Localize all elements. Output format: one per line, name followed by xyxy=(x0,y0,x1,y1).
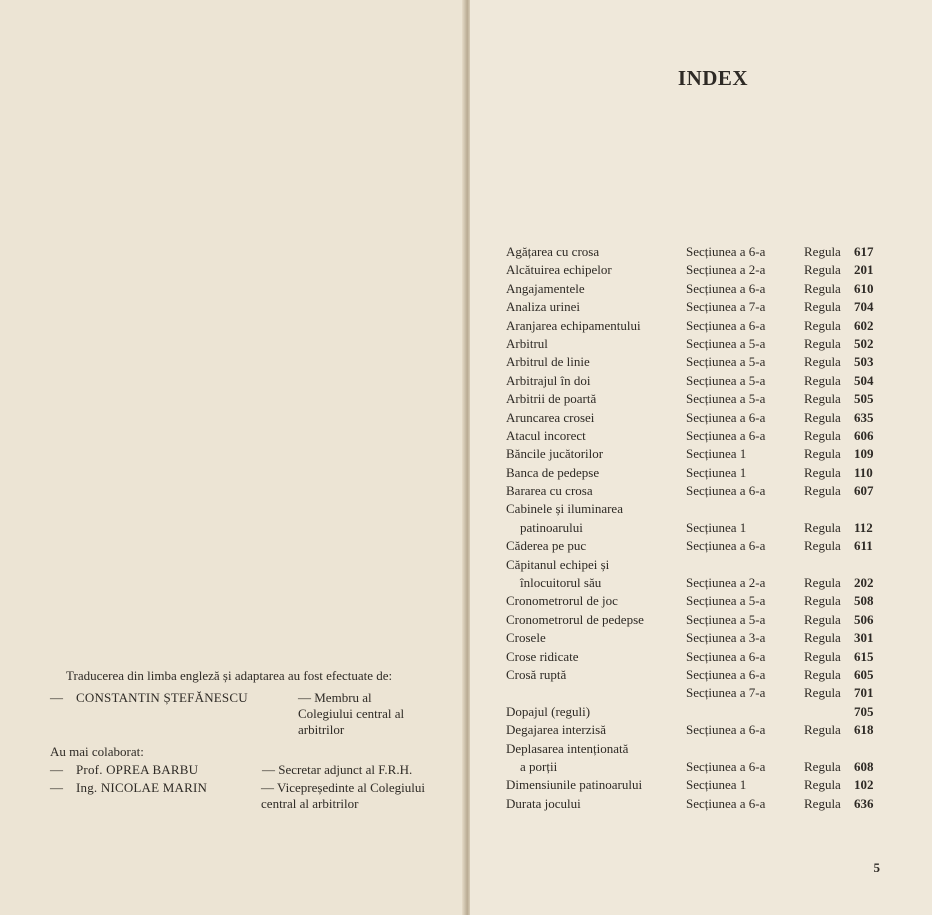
index-section: Secțiunea a 6-a xyxy=(686,722,766,738)
index-entry xyxy=(506,298,926,316)
index-title: INDEX xyxy=(677,66,749,90)
index-term xyxy=(506,648,686,666)
index-rule-number: 102 xyxy=(854,777,874,793)
index-rule-number: 605 xyxy=(854,666,874,682)
index-section: Secțiunea a 2-a xyxy=(686,262,766,278)
index-section: Secțiunea a 6-a xyxy=(686,409,766,425)
index-term-line: Arbitrul de linie xyxy=(506,354,590,370)
credit-role: — Membru al Colegiului central al arbitrilor xyxy=(298,690,405,737)
index-entry xyxy=(506,409,926,427)
index-term-line: Angajamentele xyxy=(506,280,585,296)
index-rule-label: Regula xyxy=(804,244,841,259)
index-term xyxy=(506,666,686,684)
index-entry xyxy=(506,629,926,647)
index-section: Secțiunea a 7-a xyxy=(686,685,766,701)
index-rule-number: 610 xyxy=(854,280,874,296)
index-term xyxy=(506,703,686,721)
index-term xyxy=(506,317,686,335)
index-term xyxy=(506,592,686,610)
index-section: Secțiunea a 6-a xyxy=(686,538,766,554)
index-rule-number: 109 xyxy=(854,446,874,462)
index-term-line: Căpitanul echipei și xyxy=(506,556,610,572)
index-section: Secțiunea 1 xyxy=(686,777,747,793)
index-rule-label: Regula xyxy=(804,299,841,315)
credit-role: — Secretar adjunct al F.R.H. xyxy=(262,762,413,777)
index-section: Secțiunea a 7-a xyxy=(686,299,766,315)
index-section: Secțiunea a 5-a xyxy=(686,611,766,627)
index-entry xyxy=(506,243,926,261)
index-term-line: Deplasarea intenționată xyxy=(506,740,629,756)
index-entry xyxy=(506,353,926,371)
index-rule-label: Regula xyxy=(804,262,841,278)
index-term-line: patinoarului xyxy=(520,519,583,535)
credit-role: — Vicepreședinte al Colegiului central al arbitrilor xyxy=(261,780,425,811)
index-section: Secțiunea a 5-a xyxy=(686,354,766,370)
index-rule-label: Regula xyxy=(804,409,841,425)
index-entry xyxy=(506,740,926,777)
index-section: Secțiunea a 6-a xyxy=(686,427,766,443)
index-rule-number: 301 xyxy=(854,630,874,646)
index-rule-number: 611 xyxy=(854,538,873,554)
index-rule-number: 615 xyxy=(854,648,874,664)
index-rule-label: Regula xyxy=(804,335,841,351)
index-term-line: Băncile jucătorilor xyxy=(506,446,604,462)
index-rule-number: 201 xyxy=(854,262,874,278)
collab-label: Au mai colaborat: xyxy=(50,744,144,759)
index-rule-label: Regula xyxy=(804,795,841,811)
index-term xyxy=(506,482,686,500)
index-term-line: Căderea pe puc xyxy=(506,538,587,554)
index-section: Secțiunea a 6-a xyxy=(686,795,766,811)
index-entry xyxy=(506,795,926,813)
credits-intro: Traducerea din limba engleză și adaptarea au fost efectuate de: xyxy=(66,668,393,683)
index-entry xyxy=(506,280,926,298)
index-rule-label: Regula xyxy=(804,758,841,774)
index-rule-number: 617 xyxy=(854,244,874,259)
index-rule-label: Regula xyxy=(804,483,841,499)
index-rule-number: 504 xyxy=(854,372,874,388)
index-entry xyxy=(506,445,926,463)
index-entry xyxy=(506,335,926,353)
index-term-line: Crose ridicate xyxy=(506,648,579,664)
index-rule-label: Regula xyxy=(804,427,841,443)
index-section: Secțiunea a 6-a xyxy=(686,648,766,664)
credit-dash: — xyxy=(50,690,63,705)
index-rule-label: Regula xyxy=(804,280,841,296)
index-term xyxy=(506,427,686,445)
index-term-line: Durata jocului xyxy=(506,795,581,811)
index-term xyxy=(506,629,686,647)
index-term-line: Aruncarea crosei xyxy=(506,409,595,425)
index-term xyxy=(506,740,686,777)
index-term-line: Cronometrorul de pedepse xyxy=(506,611,644,627)
index-term xyxy=(506,372,686,390)
index-rule-number: 505 xyxy=(854,391,874,407)
index-section: Secțiunea 1 xyxy=(686,446,747,462)
index-term-line: Analiza urinei xyxy=(506,299,580,315)
index-term xyxy=(506,500,686,537)
index-section: Secțiunea a 6-a xyxy=(686,483,766,499)
index-section: Secțiunea a 6-a xyxy=(686,758,766,774)
index-term xyxy=(506,776,686,794)
index-section: Secțiunea 1 xyxy=(686,464,747,480)
page-number: 5 xyxy=(873,860,880,875)
index-rule-number: 502 xyxy=(854,335,874,351)
index-term xyxy=(506,335,686,353)
index-rule-label: Regula xyxy=(804,611,841,627)
index-term xyxy=(506,353,686,371)
index-rule-number: 606 xyxy=(854,427,874,443)
index-rule-label: Regula xyxy=(804,446,841,462)
index-section: Secțiunea a 3-a xyxy=(686,630,766,646)
index-rule-number: 110 xyxy=(854,464,873,480)
index-rule-label: Regula xyxy=(804,666,841,682)
right-page xyxy=(470,0,932,915)
index-term xyxy=(506,721,686,739)
index-term xyxy=(506,409,686,427)
index-section: Secțiunea a 2-a xyxy=(686,575,766,591)
index-term xyxy=(506,537,686,555)
index-term-line: Banca de pedepse xyxy=(506,464,600,480)
credits-block xyxy=(50,668,450,812)
index-term-line: Degajarea interzisă xyxy=(506,722,606,738)
index-term-line: Bararea cu crosa xyxy=(506,483,593,499)
index-entry xyxy=(506,684,926,721)
index-term-line: Dopajul (reguli) xyxy=(506,703,591,719)
index-rule-label: Regula xyxy=(804,575,841,591)
index-rule-label: Regula xyxy=(804,593,841,609)
index-rule-number: 202 xyxy=(854,575,874,591)
index-entry xyxy=(506,666,926,684)
index-rule-number: 636 xyxy=(854,795,874,811)
credit-name: Prof. OPREA BARBU xyxy=(76,762,199,777)
index-term xyxy=(506,445,686,463)
index-entry xyxy=(506,500,926,537)
index-rule-label: Regula xyxy=(804,317,841,333)
index-rule-number: 602 xyxy=(854,317,874,333)
index-rule-number: 635 xyxy=(854,409,874,425)
index-rule-number: 607 xyxy=(854,483,874,499)
index-term-line: Arbitrul xyxy=(506,335,548,351)
index-term-line: Alcătuirea echipelor xyxy=(506,262,612,278)
index-term-line: Cronometrorul de joc xyxy=(506,593,618,609)
index-term xyxy=(506,795,686,813)
index-term xyxy=(506,556,686,593)
index-section: Secțiunea a 6-a xyxy=(686,244,766,259)
index-rule-label: Regula xyxy=(804,464,841,480)
index-term-line: Agățarea cu crosa xyxy=(506,244,600,259)
index-entry xyxy=(506,721,926,739)
credit-dash: — xyxy=(50,762,63,777)
index-entry xyxy=(506,390,926,408)
index-rule-label: Regula xyxy=(804,777,841,793)
index-section: Secțiunea a 5-a xyxy=(686,391,766,407)
index-entry xyxy=(506,648,926,666)
index-term xyxy=(506,390,686,408)
credit-name: CONSTANTIN ȘTEFĂNESCU xyxy=(76,690,248,705)
credit-row xyxy=(50,690,450,738)
index-rule-label: Regula xyxy=(804,722,841,738)
index-rule-label: Regula xyxy=(804,354,841,370)
credit-name: Ing. NICOLAE MARIN xyxy=(76,780,208,795)
index-rule-number: 506 xyxy=(854,611,874,627)
index-section: Secțiunea 1 xyxy=(686,519,747,535)
index-rule-label: Regula xyxy=(804,648,841,664)
index-rule-number: 503 xyxy=(854,354,874,370)
index-rule-number: 508 xyxy=(854,593,874,609)
index-list xyxy=(506,243,926,813)
index-rule-label: Regula xyxy=(804,391,841,407)
index-rule-number: 701 705 xyxy=(854,685,874,719)
credit-row xyxy=(50,780,450,812)
index-rule-number: 618 xyxy=(854,722,874,738)
index-term-line: înlocuitorul său xyxy=(520,575,602,591)
index-section: Secțiunea a 5-a xyxy=(686,372,766,388)
index-entry xyxy=(506,261,926,279)
index-rule-label: Regula xyxy=(804,372,841,388)
index-entry xyxy=(506,372,926,390)
index-term xyxy=(506,243,686,261)
index-rule-label: Regula xyxy=(804,538,841,554)
index-entry xyxy=(506,776,926,794)
index-rule-number: 704 xyxy=(854,299,874,315)
index-term-line: Crosele xyxy=(506,630,546,646)
index-term-line: Crosă ruptă xyxy=(506,666,567,682)
index-term xyxy=(506,611,686,629)
index-section: Secțiunea a 5-a xyxy=(686,593,766,609)
index-term-line: Aranjarea echipamentului xyxy=(506,317,641,333)
index-entry xyxy=(506,464,926,482)
index-entry xyxy=(506,537,926,555)
index-term-line: Arbitrajul în doi xyxy=(506,372,591,388)
index-entry xyxy=(506,556,926,593)
index-section: Secțiunea a 6-a xyxy=(686,280,766,296)
index-rule-label: Regula xyxy=(804,519,841,535)
index-entry xyxy=(506,317,926,335)
index-term-line: Arbitrii de poartă xyxy=(506,391,597,407)
index-entry xyxy=(506,482,926,500)
index-section: Secțiunea a 6-a xyxy=(686,317,766,333)
index-entry xyxy=(506,611,926,629)
index-entry xyxy=(506,427,926,445)
index-term xyxy=(506,464,686,482)
credit-row xyxy=(50,762,450,778)
index-term-line: Atacul incorect xyxy=(506,427,586,443)
index-term-line: Dimensiunile patinoarului xyxy=(506,777,643,793)
index-rule-number: 608 xyxy=(854,758,874,774)
index-rule-number: 112 xyxy=(854,519,873,535)
index-term xyxy=(506,261,686,279)
index-term xyxy=(506,280,686,298)
index-term-line: a porții xyxy=(520,758,558,774)
credit-dash: — xyxy=(50,780,63,795)
index-term xyxy=(506,298,686,316)
index-entry xyxy=(506,592,926,610)
index-rule-label: Regula xyxy=(804,685,841,701)
index-section: Secțiunea a 5-a xyxy=(686,335,766,351)
index-section: Secțiunea a 6-a xyxy=(686,666,766,682)
index-term-line: Cabinele și iluminarea xyxy=(506,501,623,517)
index-rule-label: Regula xyxy=(804,630,841,646)
